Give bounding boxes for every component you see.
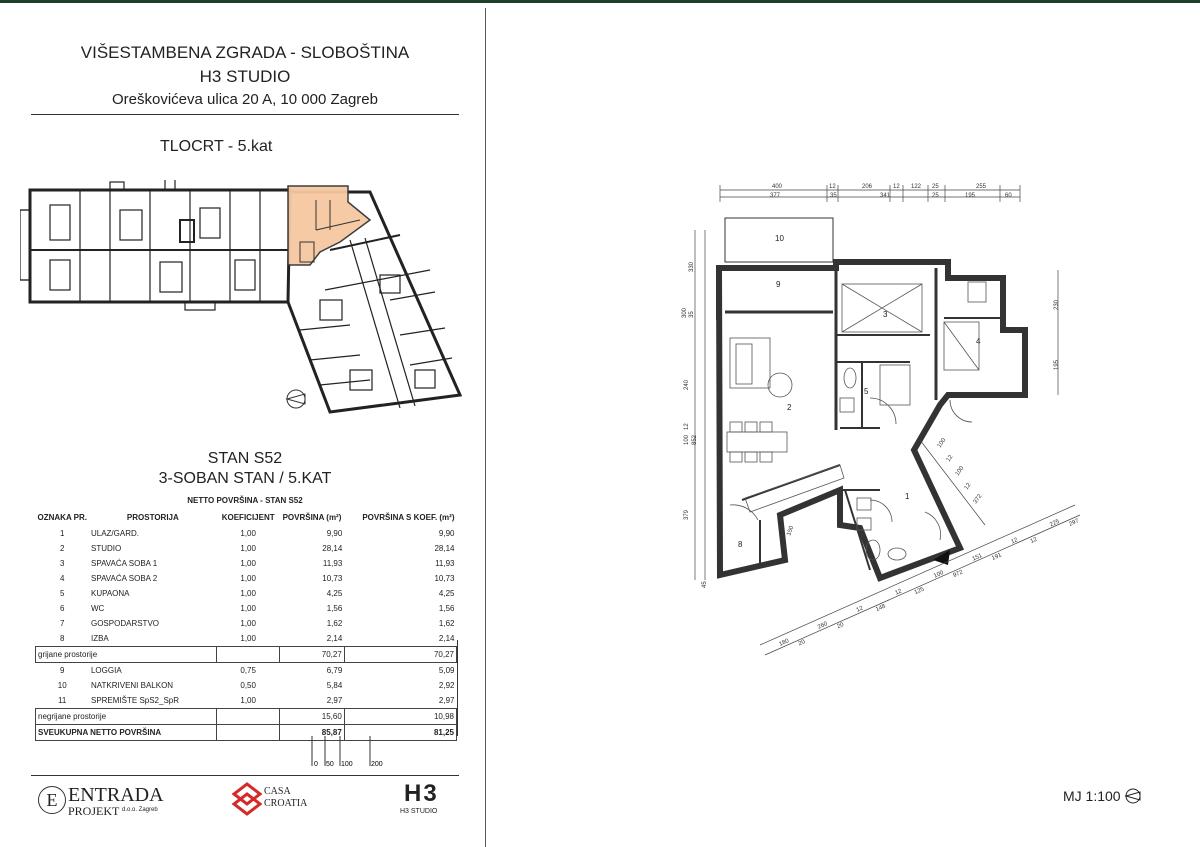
- entrada-small: d.o.o. Zagreb: [122, 807, 158, 813]
- table-row: [36, 586, 457, 601]
- entrada-name: ENTRADA: [68, 784, 164, 806]
- dim-diagonal-inner: 372: [972, 493, 984, 506]
- dim-diagonal: 225: [1049, 518, 1061, 529]
- entrance-arrow-icon: [933, 550, 950, 565]
- room-coef: 1,00: [240, 619, 256, 628]
- apartment-code: STAN S52: [207, 450, 283, 467]
- col-povrsina: POVRŠINA (m²): [282, 512, 342, 522]
- scale-tick-50: 50: [326, 761, 334, 768]
- room-id: 5: [60, 589, 65, 598]
- room-area: 28,14: [322, 544, 343, 553]
- room-area: 9,90: [326, 529, 343, 538]
- project-title: VIŠESTAMBENA ZGRADA - SLOBOŠTINA: [80, 43, 410, 62]
- room-name: SPAVAĆA SOBA 2: [90, 574, 158, 583]
- room-area-coef: 11,93: [435, 559, 455, 568]
- dim-right-230: 230: [1054, 299, 1060, 310]
- dim-diagonal: 20: [836, 622, 845, 631]
- room-name: WC: [90, 604, 105, 613]
- dim-right-195: 195: [1054, 359, 1060, 370]
- building-floorplan: [20, 180, 470, 415]
- scale-tick-200: 200: [371, 761, 383, 768]
- room-number-2: 2: [787, 403, 792, 412]
- room-area-coef: 2,97: [438, 696, 455, 705]
- room-id: 9: [60, 666, 65, 675]
- project-address: Oreškovićeva ulica 20 A, 10 000 Zagreb: [112, 91, 378, 108]
- scale-tick-100: 100: [341, 761, 353, 768]
- casa-text: CASA: [264, 786, 291, 797]
- entrada-projekt: PROJEKT: [68, 804, 120, 818]
- room-area-coef: 1,56: [438, 604, 455, 613]
- page-divider: [485, 8, 486, 847]
- room-area: 11,93: [322, 559, 343, 568]
- room-area: 10,73: [322, 574, 343, 583]
- dim-top-25b: 25: [932, 193, 939, 199]
- casa-croatia-icon: [232, 782, 262, 816]
- dim-top-35: 35: [830, 193, 837, 199]
- balcony-10: [725, 218, 833, 262]
- room-coef: 1,00: [240, 559, 256, 568]
- dim-diagonal: 12: [855, 605, 865, 614]
- room-area: 2,14: [326, 634, 343, 643]
- room-id: 7: [60, 619, 65, 628]
- table-row-heated-sum: [36, 647, 457, 663]
- room-number-1: 1: [905, 492, 910, 501]
- dim-diagonal: 148: [875, 603, 887, 614]
- room-area-coef: 1,62: [438, 619, 455, 628]
- table-row: [36, 678, 457, 693]
- casa-croatia-logo: [232, 782, 322, 818]
- dim-top-195: 195: [965, 193, 976, 199]
- floorplan-title: TLOCRT - 5.kat: [160, 138, 273, 155]
- room-area: 1,56: [326, 604, 343, 613]
- total-area: 85,87: [280, 725, 345, 741]
- dim-diagonal: 972: [952, 569, 964, 580]
- room-coef: 1,00: [240, 634, 256, 643]
- dim-diagonal: 125: [913, 586, 926, 597]
- dim-left-852: 852: [692, 434, 698, 445]
- table-row: [36, 571, 457, 586]
- sum-area-coef: 10,98: [344, 709, 456, 725]
- dim-diagonal-inner: 12: [963, 482, 973, 492]
- dim-top-206: 206: [862, 184, 873, 190]
- room-number-9: 9: [776, 280, 781, 289]
- sum-area: 15,60: [280, 709, 345, 725]
- dim-diagonal: 12: [894, 588, 903, 597]
- dim-diagonal-inner: 100: [936, 437, 948, 450]
- dim-left-240: 240: [684, 379, 690, 390]
- room-name: SPREMIŠTE SpS2_SpR: [90, 696, 180, 705]
- room-name: NATKRIVENI BALKON: [90, 681, 174, 690]
- table-row: [36, 616, 457, 631]
- room-name: KUPAONA: [90, 589, 130, 598]
- table-row: [36, 556, 457, 571]
- room-coef: 1,00: [240, 604, 256, 613]
- room-area: 6,79: [326, 666, 343, 675]
- room-number-10: 10: [775, 234, 784, 243]
- room-area: 4,25: [326, 589, 343, 598]
- dim-top-341: 341: [880, 193, 891, 199]
- room-id: 2: [60, 544, 65, 553]
- room-id: 8: [60, 634, 65, 643]
- room-name: IZBA: [90, 634, 109, 643]
- room-area-coef: 10,73: [434, 574, 455, 583]
- col-prostorija: PROSTORIJA: [126, 512, 179, 522]
- room-number-8: 8: [738, 540, 743, 549]
- room-name: STUDIO: [90, 544, 122, 553]
- col-oznaka: OZNAKA PR.: [37, 512, 87, 522]
- room-coef: 1,00: [240, 589, 256, 598]
- room-name: LOGGIA: [90, 666, 122, 675]
- north-arrow-icon: [287, 390, 305, 408]
- dim-top-400: 400: [772, 184, 783, 190]
- table-row: [36, 663, 457, 679]
- dim-left-12: 12: [684, 423, 690, 430]
- dim-left-45: 45: [702, 581, 708, 588]
- scale-label-text: MJ 1:100: [1063, 788, 1121, 804]
- room-number-4: 4: [976, 337, 981, 346]
- apartment-type: 3-SOBAN STAN / 5.KAT: [158, 470, 332, 487]
- dim-left-379: 379: [684, 509, 690, 520]
- dim-diagonal: 12: [1010, 537, 1019, 546]
- room-coef: 0,75: [240, 666, 256, 675]
- dim-left-330: 330: [689, 261, 695, 272]
- h3-studio-text: H3 STUDIO: [400, 808, 438, 815]
- top-border-line: [0, 0, 1200, 3]
- sum-label: negrijane prostorije: [36, 709, 217, 725]
- sum-label: grijane prostorije: [36, 647, 217, 663]
- logos-rule: [31, 775, 459, 776]
- col-koeficijent: KOEFICIJENT: [221, 512, 275, 522]
- sum-area: 70,27: [280, 647, 345, 663]
- dim-diagonal: 297: [1068, 518, 1080, 528]
- table-row: [36, 693, 457, 709]
- dim-diagonal: 260: [817, 621, 829, 631]
- header-rule: [31, 114, 459, 115]
- outer-wall: [719, 262, 1025, 578]
- room-id: 10: [57, 681, 67, 690]
- table-row: [36, 526, 457, 541]
- dim-top-12b: 12: [893, 184, 900, 190]
- table-row-total: [36, 725, 457, 741]
- room-coef: 1,00: [240, 544, 256, 553]
- room-number-3: 3: [883, 310, 888, 319]
- dim-top-377: 377: [770, 193, 781, 199]
- table-right-edge: [457, 640, 458, 736]
- dim-diagonal: 151: [971, 552, 984, 563]
- dim-diagonal: 12: [1029, 536, 1039, 545]
- north-arrow-icon: [1124, 788, 1142, 804]
- dim-top-25: 25: [932, 184, 939, 190]
- total-label: SVEUKUPNA NETTO POVRŠINA: [36, 725, 217, 741]
- room-name: ULAZ/GARD.: [90, 529, 139, 538]
- room-coef: 1,00: [240, 696, 256, 705]
- h3-studio-logo: [398, 780, 458, 818]
- croatia-text: CROATIA: [264, 798, 308, 809]
- room-area-coef: 28,14: [434, 544, 455, 553]
- scale-bar: [310, 736, 390, 770]
- dim-top-12a: 12: [829, 184, 836, 190]
- dim-diagonal: 191: [991, 552, 1003, 562]
- col-povrsina-koef: POVRŠINA S KOEF. (m²): [362, 512, 455, 522]
- entrada-logo: [38, 784, 168, 824]
- table-row: [36, 601, 457, 616]
- dim-diagonal-inner: 100: [954, 465, 966, 478]
- room-area-coef: 2,14: [438, 634, 455, 643]
- room-coef: 1,00: [240, 574, 256, 583]
- room-area-coef: 2,92: [438, 681, 455, 690]
- dim-misc-150: 150: [786, 525, 796, 537]
- scale-label: [1063, 788, 1142, 804]
- room-id: 1: [60, 529, 65, 538]
- table-row-unheated-sum: [36, 709, 457, 725]
- dim-left-300: 300: [682, 307, 688, 318]
- dim-left-35: 35: [689, 311, 695, 318]
- room-area-coef: 5,09: [438, 666, 455, 675]
- dim-top-122: 122: [911, 184, 922, 190]
- sum-area-coef: 70,27: [344, 647, 456, 663]
- room-coef: 0,50: [240, 681, 256, 690]
- dim-diagonal: 20: [797, 639, 807, 648]
- room-coef: 1,00: [240, 529, 256, 538]
- h3-mark: H3: [404, 780, 439, 807]
- entrada-e-icon: E: [38, 786, 66, 814]
- room-id: 6: [60, 604, 65, 613]
- studio-name: H3 STUDIO: [199, 67, 291, 86]
- table-row: [36, 631, 457, 647]
- dim-diagonal: 100: [933, 569, 945, 580]
- room-id: 11: [58, 696, 67, 705]
- dim-left-100: 100: [684, 434, 690, 445]
- table-row: [36, 541, 457, 556]
- area-table: [35, 508, 457, 741]
- table-title: NETTO POVRŠINA - STAN S52: [187, 496, 303, 505]
- dim-top-255: 255: [976, 184, 987, 190]
- total-area-coef: 81,25: [344, 725, 456, 741]
- room-area-coef: 4,25: [438, 589, 455, 598]
- room-area: 5,84: [326, 681, 343, 690]
- room-number-5: 5: [864, 387, 869, 396]
- room-area-coef: 9,90: [438, 529, 455, 538]
- room-area: 1,62: [326, 619, 343, 628]
- room-area: 2,97: [326, 696, 343, 705]
- dim-diagonal: 180: [778, 638, 790, 648]
- scale-tick-0: 0: [314, 761, 318, 768]
- room-name: GOSPODARSTVO: [90, 619, 159, 628]
- room-id: 3: [60, 559, 65, 568]
- dim-top-60: 60: [1005, 193, 1012, 199]
- dim-diagonal-inner: 12: [945, 454, 955, 464]
- room-name: SPAVAĆA SOBA 1: [90, 559, 158, 568]
- room-id: 4: [60, 574, 65, 583]
